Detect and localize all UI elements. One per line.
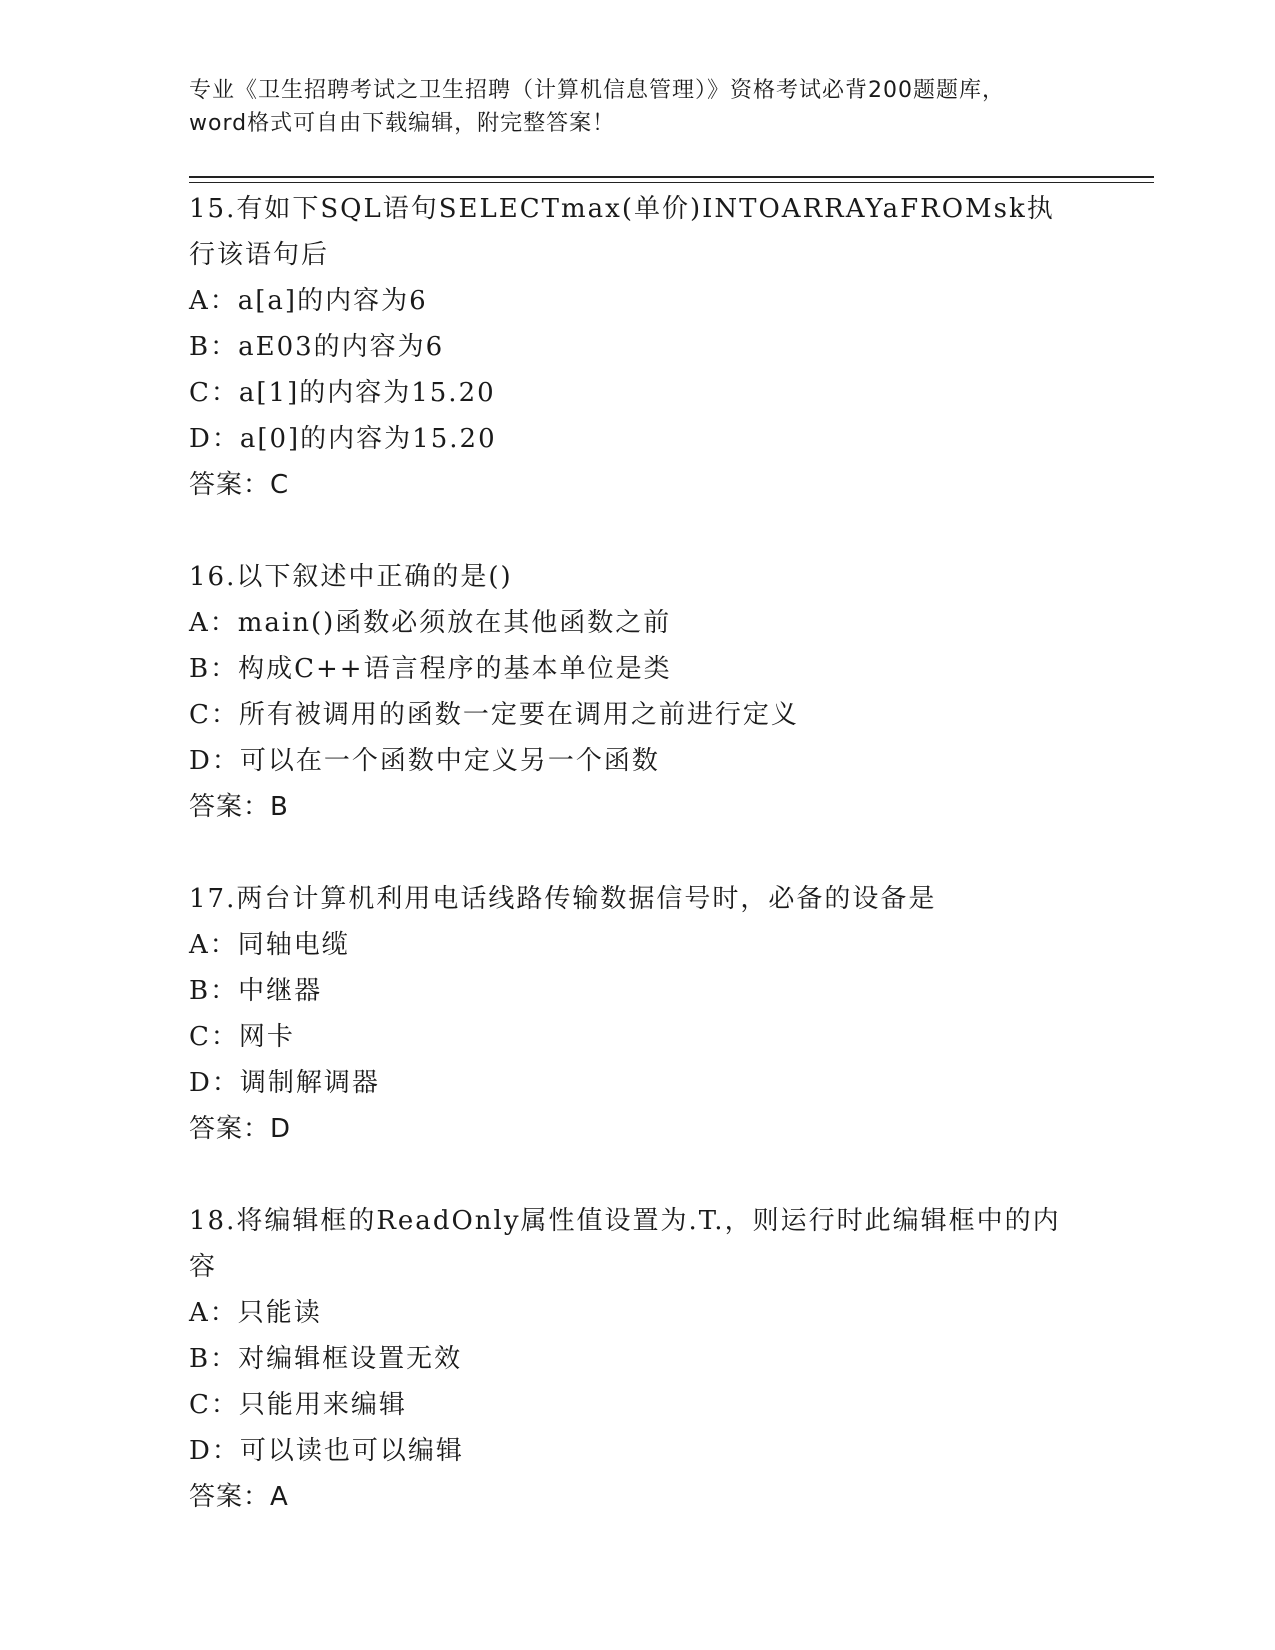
option-a: A：a[a]的内容为6	[189, 286, 428, 316]
option-d: D：可以读也可以编辑	[189, 1436, 464, 1466]
option-b: B：对编辑框设置无效	[189, 1344, 463, 1374]
option-d: D：a[0]的内容为15.20	[189, 424, 497, 454]
option-d: D：可以在一个函数中定义另一个函数	[189, 746, 660, 776]
header-line-2: word格式可自由下载编辑，附完整答案！	[189, 111, 616, 136]
question-18	[189, 1198, 1089, 1520]
question-16	[189, 554, 1089, 830]
question-stem: 15.有如下SQL语句SELECTmax(单价)INTOARRAYaFROMsk执行该语句后	[189, 194, 1055, 270]
answer-line: 答案：C	[189, 470, 290, 500]
document-header	[189, 74, 1089, 140]
answer-line: 答案：B	[189, 792, 289, 822]
question-list	[189, 186, 1089, 1520]
question-stem: 18.将编辑框的ReadOnly属性值设置为.T.，则运行时此编辑框中的内容	[189, 1206, 1061, 1282]
question-stem: 16.以下叙述中正确的是()	[189, 562, 513, 592]
option-a: A：main()函数必须放在其他函数之前	[189, 608, 672, 638]
option-b: B：中继器	[189, 976, 323, 1006]
option-c: C：所有被调用的函数一定要在调用之前进行定义	[189, 700, 799, 730]
question-15	[189, 186, 1089, 508]
option-a: A：只能读	[189, 1298, 322, 1328]
header-divider-thin	[189, 182, 1154, 183]
header-line-1: 专业《卫生招聘考试之卫生招聘（计算机信息管理）》资格考试必背200题题库，	[189, 78, 1005, 103]
question-17	[189, 876, 1089, 1152]
option-b: B：构成C++语言程序的基本单位是类	[189, 654, 672, 684]
header-divider	[189, 176, 1154, 178]
option-d: D：调制解调器	[189, 1068, 380, 1098]
option-b: B：aE03的内容为6	[189, 332, 445, 362]
answer-line: 答案：D	[189, 1114, 292, 1144]
option-c: C：网卡	[189, 1022, 295, 1052]
option-a: A：同轴电缆	[189, 930, 350, 960]
answer-line: 答案：A	[189, 1482, 289, 1512]
option-c: C：a[1]的内容为15.20	[189, 378, 496, 408]
option-c: C：只能用来编辑	[189, 1390, 407, 1420]
question-stem: 17.两台计算机利用电话线路传输数据信号时，必备的设备是	[189, 884, 937, 914]
